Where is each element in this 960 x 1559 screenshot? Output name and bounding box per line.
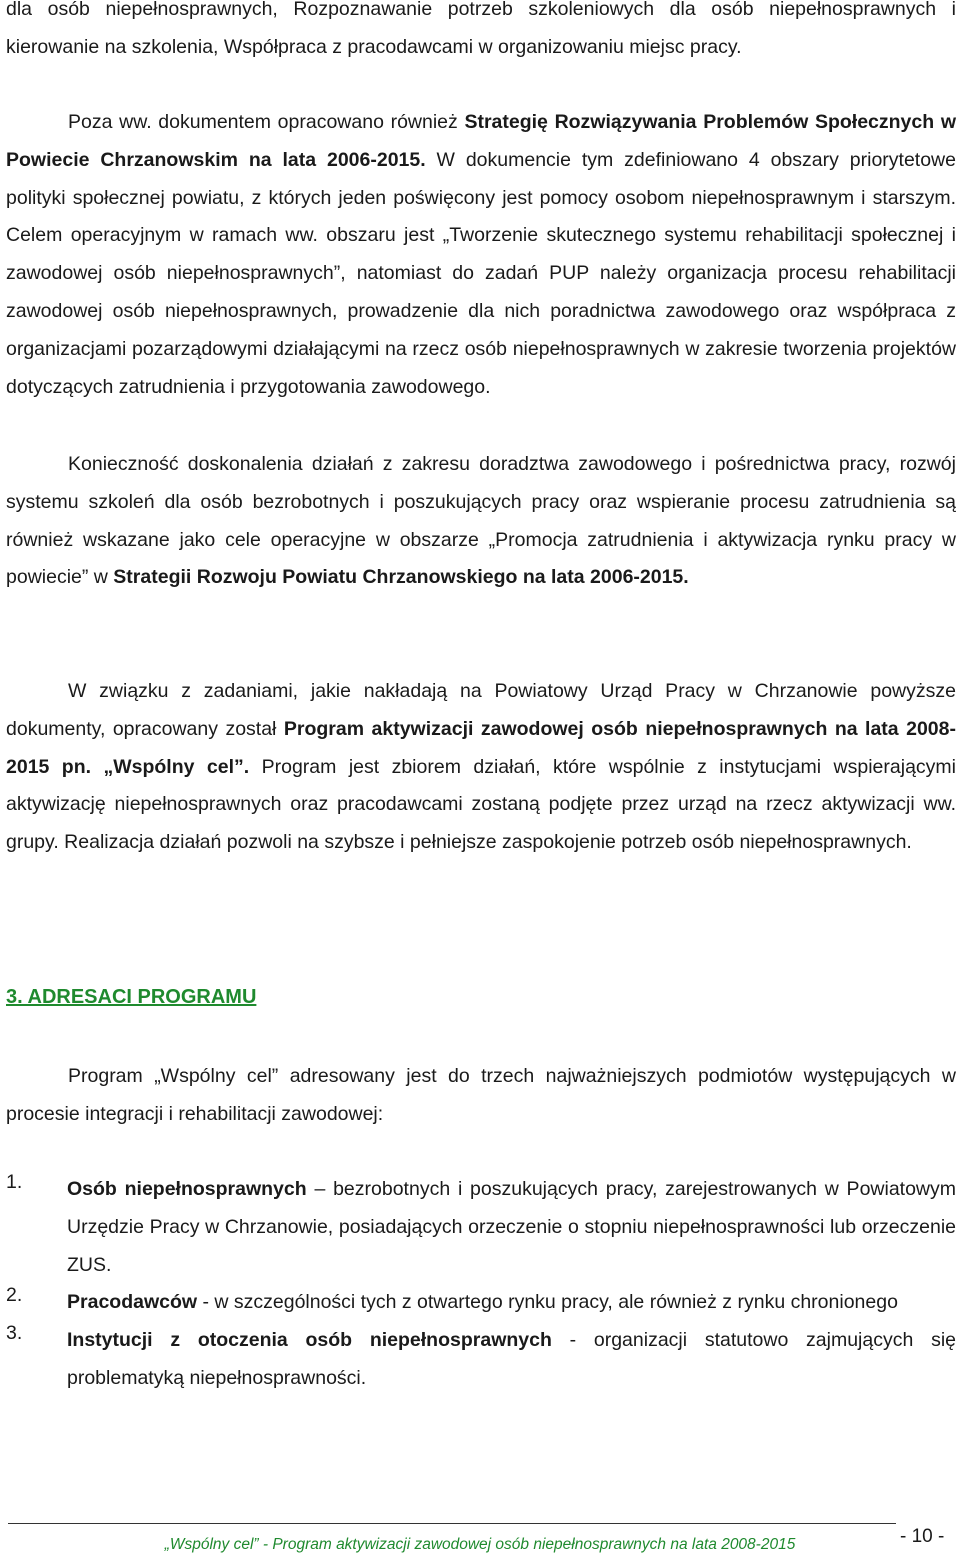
strategy-title: Strategię Rozwiązywania Problemów Społecznych w Powiecie Chrzanowskim na lata 2006-2015.	[6, 111, 956, 171]
list-item-text: - w szczególności tych z otwartego rynku pracy, ale również z rynku chronionego	[197, 1291, 898, 1314]
strategy-name: Strategii Rozwoju Powiatu Chrzanowskiego na lata 2006-2015	[113, 566, 684, 589]
list-number: 2.	[6, 1284, 23, 1307]
paragraph-intro: W związku z zadaniami, jakie nakładają na Powiatowy Urząd Pracy w Chrzanowie powyższe dokumenty, opracowany został	[6, 680, 956, 740]
paragraph-addressees	[6, 1058, 956, 1134]
list-number: 3.	[6, 1322, 23, 1345]
page-number: - 10 -	[900, 1526, 945, 1547]
list-item-title: Instytucji z otoczenia osób niepełnosprawnych	[67, 1329, 552, 1352]
list-item-text: – bezrobotnych i poszukujących pracy, zarejestrowanych w Powiatowym Urzędzie Pracy w Chrzanowie, posiadających orzeczenie o stopniu niepełnosprawności lub orzeczenie ZUS.	[67, 1178, 957, 1276]
list-item-text: - organizacji statutowo zajmujących się problematyką niepełnosprawności.	[67, 1329, 957, 1389]
footer-text: „Wspólny cel” - Program aktywizacji zawodowej osób niepełnosprawnych na lata 2008-2015	[164, 1536, 796, 1553]
footer-divider	[8, 1523, 896, 1524]
list-item-title: Osób niepełnosprawnych	[67, 1178, 307, 1200]
program-title: Program aktywizacji zawodowej osób niepełnosprawnych na lata 2008-2015 pn. „Wspólny cel”.	[6, 717, 956, 778]
list-item	[6, 1171, 956, 1284]
paragraph-strategy	[6, 104, 956, 406]
paragraph-body: Konieczność doskonalenia działań z zakresu doradztwa zawodowego i pośrednictwa pracy, rozwój systemu szkoleń dla osób bezrobotnych i poszukujących pracy oraz wspieranie procesu zatrudnienia są również wskazane jako cele operacyjne w obszarze	[6, 453, 956, 551]
paragraph-body: W dokumencie tym zdefiniowano 4 obszary priorytetowe polityki społecznej powiatu, z których jeden poświęcony jest pomocy osobom niepełnosprawnym i starszym. Celem operacyjnym w ramach ww. obszaru jest	[6, 148, 956, 247]
paragraph-text: dla osób niepełnosprawnych, Rozpoznawanie potrzeb szkoleniowych dla osób niepełnosprawnych i kierowanie na szkolenia, Współpraca z pracodawcami w organizowaniu miejsc pracy.	[6, 0, 956, 58]
paragraph-body: , natomiast do zadań PUP należy organizacja procesu rehabilitacji zawodowej osób niepełnosprawnych, prowadzenie dla nich poradnictwa zawodowego oraz współpraca z organizacjami pozarządowymi działającymi na rzecz osób niepełnosprawnych w zakresie tworzenia projektów dotyczących zatrudnienia i przygotowania zawodowego.	[6, 262, 956, 398]
list-item	[6, 1284, 956, 1322]
paragraph-program	[6, 673, 956, 862]
section-heading: 3. ADRESACI PROGRAMU	[6, 986, 257, 1008]
list-number: 1.	[6, 1171, 23, 1193]
list-item-title: Pracodawców	[67, 1291, 198, 1314]
quoted-goal: „Tworzenie skutecznego systemu rehabilitacji społecznej i zawodowej osób niepełnosprawnych”	[6, 224, 956, 285]
list-item	[6, 1322, 956, 1398]
addressees-list	[6, 1171, 956, 1398]
quoted-area: „Promocja zatrudnienia i aktywizacja rynku pracy w powiecie”	[6, 528, 956, 589]
paragraph-text: Program „Wspólny cel” adresowany jest do trzech najważniejszych podmiotów występujących w procesie integracji i rehabilitacji zawodowej:	[6, 1065, 956, 1125]
paragraph-continued	[6, 0, 956, 67]
paragraph-needs: Konieczność doskonalenia działań z zakresu doradztwa zawodowego i pośrednictwa pracy, rozwój systemu szkoleń dla osób bezrobotnych i poszukujących pracy oraz wspieranie procesu zatrudnienia są również wskazane jako cele operacyjne w obszarze „Promocja zatrudnienia i aktywizacja rynku pracy w powiecie” w Strategii Rozwoju Powiatu Chrzanowskiego na lata 2006-2015.	[6, 453, 956, 589]
paragraph-intro: Poza ww. dokumentem opracowano również	[68, 111, 465, 133]
paragraph-body: Program jest zbiorem działań, które wspólnie z instytucjami wspierającymi aktywizację niepełnosprawnych oraz pracodawcami zostaną podjęte przez urząd na rzecz aktywizacji ww. grupy. Realizacja działań pozwoli na szybsze i pełniejsze zaspokojenie potrzeb osób niepełnosprawnych.	[6, 755, 956, 854]
